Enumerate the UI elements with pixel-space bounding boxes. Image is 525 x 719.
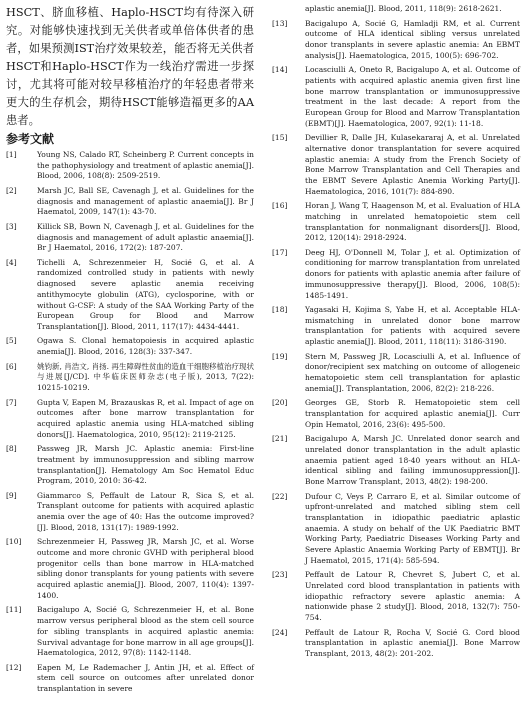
reference-item xyxy=(272,492,520,567)
reference-number: [10] xyxy=(6,537,22,547)
reference-number: [8] xyxy=(6,444,17,454)
reference-item xyxy=(272,434,520,488)
reference-list-right xyxy=(272,4,520,660)
reference-text: Passweg JR, Marsh JC. Aplastic anemia: First-line treatment by immunosuppression and sibling marrow transplantation[J]. Hematology Am Soc Hematol Educ Program, 2010, 2010: 36-42. xyxy=(37,444,254,486)
references-heading: 参考文献 xyxy=(6,132,55,146)
reference-number: [9] xyxy=(6,490,17,500)
reference-number: [2] xyxy=(6,185,17,195)
reference-list-left xyxy=(6,150,254,695)
right-column xyxy=(272,4,520,663)
reference-number: [16] xyxy=(272,201,288,211)
reference-item xyxy=(6,537,254,601)
reference-item xyxy=(6,186,254,218)
reference-item xyxy=(6,258,254,333)
reference-text: Peffault de Latour R, Rocha V, Socié G. Cord blood transplantation in aplastic anemia[J]. Bone Marrow Transplant, 2013, 48(2): 201-202. xyxy=(305,627,520,658)
reference-item xyxy=(272,19,520,62)
left-column xyxy=(6,4,254,699)
reference-item xyxy=(6,605,254,659)
reference-number: [12] xyxy=(6,662,22,672)
reference-text: Locasciulli A, Oneto R, Bacigalupo A, et al. Outcome of patients with acquired aplastic anemia given first line bone marrow transplantation or immunosuppressive treatment in the last decade: A report from the European Group for Blood and Marrow Transplantation (EBMT)[J]. Haematologica, 2007, 92(1): 11-18. xyxy=(305,65,520,128)
reference-item xyxy=(272,352,520,395)
reference-number: [19] xyxy=(272,351,288,361)
intro-paragraph: HSCT、脐血移植、Haplo-HSCT均有待深入研究。对能够快速找到无关供者或单倍体供者的患者，如果预测IST治疗效果较差，能否将无关供者HSCT和Haplo-HSCT作为一线治疗需进一步探讨，尤其将可能对较早移植治疗的年轻患者带来更大的生存机会，期待HSCT能够造福更多的AA患者。 xyxy=(6,6,254,127)
reference-text: Killick SB, Bown N, Cavenagh J, et al. Guidelines for the diagnosis and management of adult aplastic anaemia[J]. Br J Haematol, 2016, 172(2): 187-207. xyxy=(37,221,254,253)
reference-number: [1] xyxy=(6,150,17,159)
reference-item xyxy=(6,663,254,695)
reference-number: [18] xyxy=(272,305,288,315)
reference-text: 姚钧新, 肖浩文, 肖扬. 再生障碍性贫血的造血干细胞移植治疗现状与进展[J/CD]. 中华临床医师杂志(电子版), 2013, 7(22): 10215-10219. xyxy=(37,361,254,393)
reference-number: [20] xyxy=(272,398,288,408)
reference-number: [13] xyxy=(272,18,288,28)
reference-text: Deeg HJ, O'Donnell M, Tolar J, et al. Optimization of conditioning for marrow transplantation from unrelated donors for patients with aplastic anemia after failure of immunosuppressive therapy[J]. Blood, 2006, 108(5): 1485-1491. xyxy=(305,247,520,300)
reference-text: aplastic anemia[J]. Blood, 2011, 118(9): 2618-2621. xyxy=(305,4,502,13)
reference-number: [3] xyxy=(6,221,17,231)
reference-text: Peffault de Latour R, Chevret S, Jubert C, et al. Unrelated cord blood transplantation in patients with idiopathic refractory severe aplastic anemia: A nationwide phase 2 study[J]. Blood, 2018, 132(7): 750-754. xyxy=(305,570,520,623)
reference-number: [22] xyxy=(272,491,288,501)
reference-number: [14] xyxy=(272,65,288,75)
reference-item xyxy=(6,398,254,441)
reference-text: Dufour C, Veys P, Carraro E, et al. Similar outcome of upfront-unrelated and matched sibling stem cell transplantation in idiopathic paediatric aplastic anaemia. A study on behalf of the UK Paediatric BMT Working Party, Paediatric Diseases Working Party and Severe Aplastic Anaemia Working Party of EBMT[J]. Br J Haematol, 2015, 171(4): 585-594. xyxy=(305,491,520,565)
reference-item xyxy=(272,201,520,244)
reference-item xyxy=(272,65,520,129)
reference-text: Tichelli A, Schrezenmeier H, Socié G, et al. A randomized controlled study in patients with newly diagnosed severe aplastic anemia receiving antithymocyte globulin (ATG), cyclosporine, with or without G-CSF: A study of the SAA Working Party of the European Group for Blood and Marrow Transplantation[J]. Blood, 2011, 117(17): 4434-4441. xyxy=(37,257,254,331)
reference-text: Schrezenmeier H, Passweg JR, Marsh JC, et al. Worse outcome and more chronic GVHD with peripheral blood progenitor cells than bone marrow in HLA-matched sibling donor transplants for young patients with severe acquired aplastic anemia[J]. Blood, 2007, 110(4): 1397-1400. xyxy=(37,537,254,600)
reference-number: [11] xyxy=(6,605,22,615)
reference-item xyxy=(6,222,254,254)
reference-text: Giammarco S, Peffault de Latour R, Sica S, et al. Transplant outcome for patients with acquired aplastic anemia over the age of 40: Has the outcome improved?[J]. Blood, 2018, 131(17): 1989-1992. xyxy=(37,490,254,532)
reference-item xyxy=(272,4,520,15)
reference-item xyxy=(6,444,254,487)
reference-text: Bacigalupo A, Marsh JC. Unrelated donor search and unrelated donor transplantation in the adult aplastic anaemia patient aged 18-40 years without an HLA-identical sibling and failing immunosuppression[J]. Bone Marrow Transplant, 2013, 48(2): 198-200. xyxy=(305,434,520,486)
reference-number: [4] xyxy=(6,257,17,267)
reference-text: Bacigalupo A, Socié G, Schrezenmeier H, et al. Bone marrow versus peripheral blood as the stem cell source for sibling transplants in acquired aplastic anemia: Survival advantage for bone marrow in all age groups[J]. Haematologica, 2012, 97(8): 1142-1148. xyxy=(37,605,254,658)
reference-number: [21] xyxy=(272,434,288,444)
reference-item xyxy=(6,150,254,182)
reference-number: [5] xyxy=(6,336,17,346)
reference-text: Stern M, Passweg JR, Locasciulli A, et al. Influence of donor/recipient sex matching on outcome of allogeneic hematopoietic stem cell transplantation for aplastic anemia[J]. Transplantation, 2006, 82(2): 218-226. xyxy=(305,351,520,393)
reference-item xyxy=(272,570,520,624)
reference-number: [17] xyxy=(272,247,288,257)
reference-text: Bacigalupo A, Socié G, Hamladji RM, et al. Current outcome of HLA identical sibling versus unrelated donor transplants in severe aplastic anemia: An EBMT analysis[J]. Haematologica, 2015, 100(5): 696-702. xyxy=(305,18,520,60)
reference-text: Horan J, Wang T, Haagenson M, et al. Evaluation of HLA matching in unrelated hematopoietic stem cell transplantation for nonmalignant disorders[J]. Blood, 2012, 120(14): 2918-2924. xyxy=(305,201,520,243)
reference-item xyxy=(272,133,520,197)
reference-item xyxy=(272,248,520,302)
reference-text: Ogawa S. Clonal hematopoiesis in acquired aplastic anemia[J]. Blood, 2016, 128(3): 337-347. xyxy=(37,336,254,357)
reference-item xyxy=(272,398,520,430)
reference-text: Devillier R, Dalle JH, Kulasekararaj A, et al. Unrelated alternative donor transplantation for severe acquired aplastic anemia: A study from the French Society of Bone Marrow Transplantation and Cell Therapies and the EBMT Severe Aplastic Anemia Working Party[J]. Haematologica, 2016, 101(7): 884-890. xyxy=(305,133,520,196)
reference-item xyxy=(6,491,254,534)
reference-item xyxy=(272,628,520,660)
reference-text: Yagasaki H, Kojima S, Yabe H, et al. Acceptable HLA-mismatching in unrelated donor bone marrow transplantation for patients with acquired severe aplastic anemia[J]. Blood, 2011, 118(11): 3186-3190. xyxy=(305,305,520,347)
reference-number: [23] xyxy=(272,570,288,580)
reference-number: [7] xyxy=(6,397,17,407)
reference-text: Gupta V, Eapen M, Brazauskas R, et al. Impact of age on outcomes after bone marrow transplantation for acquired aplastic anemia using HLA-matched sibling donors[J]. Haematologica, 2010, 95(12): 2119-2125. xyxy=(37,397,254,439)
reference-item xyxy=(272,305,520,348)
reference-text: Young NS, Calado RT, Scheinberg P. Current concepts in the pathophysiology and treatment of aplastic anemia[J]. Blood, 2006, 108(8): 2509-2519. xyxy=(37,150,254,181)
reference-number: [24] xyxy=(272,627,288,637)
reference-number: [15] xyxy=(272,133,288,143)
reference-item xyxy=(6,336,254,357)
reference-text: Georges GE, Storb R. Hematopoietic stem cell transplantation for acquired aplastic anemia[J]. Curr Opin Hematol, 2016, 23(6): 495-500. xyxy=(305,398,520,429)
reference-text: Eapen M, Le Rademacher J, Antin JH, et al. Effect of stem cell source on outcomes after unrelated donor transplantation in severe xyxy=(37,662,254,694)
reference-number: [6] xyxy=(6,361,17,371)
reference-item xyxy=(6,362,254,394)
reference-text: Marsh JC, Ball SE, Cavenagh J, et al. Guidelines for the diagnosis and management of aplastic anaemia[J]. Br J Haematol, 2009, 147(1): 43-70. xyxy=(37,185,254,217)
